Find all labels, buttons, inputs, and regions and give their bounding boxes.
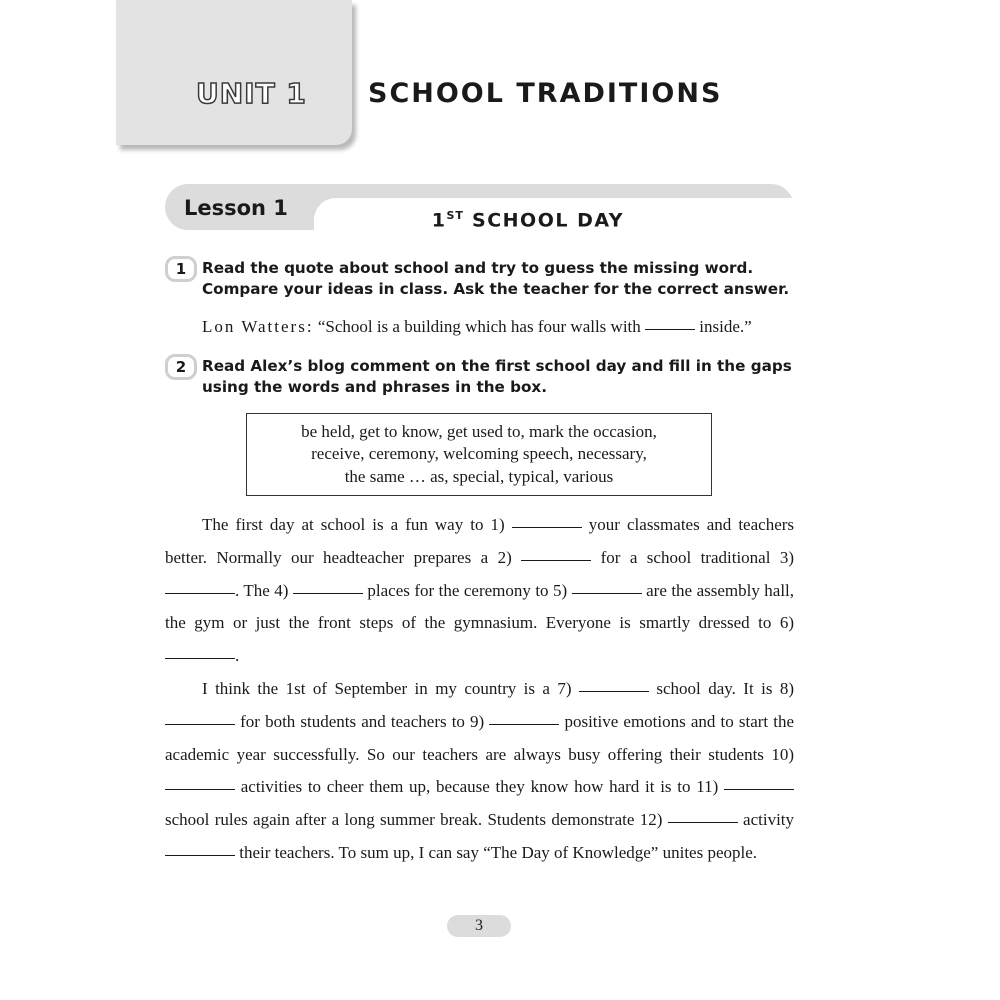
- gap-10[interactable]: [165, 789, 235, 790]
- gap-9[interactable]: [489, 724, 559, 725]
- quote-author: Lon Watters:: [202, 317, 314, 336]
- lesson-title-number: 1: [431, 209, 447, 232]
- gap-12[interactable]: [668, 822, 738, 823]
- exercise-number-1: 1: [165, 256, 197, 282]
- gap-2[interactable]: [521, 560, 591, 561]
- page-number: 3: [447, 915, 511, 937]
- blog-text-segment: .: [235, 646, 240, 666]
- blog-text-segment: activities to cheer them up, because they know how hard it is to 11): [240, 777, 719, 797]
- gap-11[interactable]: [724, 789, 794, 790]
- lesson-label: Lesson 1: [184, 196, 288, 220]
- blog-text-segment: school rules again after a long summer break. Students demonstrate 12): [165, 810, 663, 830]
- quote-line: [202, 315, 802, 339]
- word-box-line: receive, ceremony, welcoming speech, necessary,: [311, 444, 647, 464]
- blog-text-segment: your classmates and teachers better. Normally our headteacher prepares a 2): [165, 515, 795, 567]
- lesson-title: [314, 201, 624, 235]
- blog-text-segment: The first day at school is a fun way to 1): [202, 515, 505, 534]
- blog-text-segment: activity: [743, 810, 795, 830]
- blog-text-segment: I think the 1st of September in my country is a 7): [202, 678, 572, 698]
- blog-text-segment: their teachers. To sum up, I can say “The Day of Knowledge” unites people.: [239, 842, 758, 862]
- quote-text-after: inside.”: [699, 317, 752, 336]
- blog-text-segment: for a school traditional 3): [600, 547, 795, 567]
- gap-4[interactable]: [293, 593, 363, 594]
- blog-text-segment: are the assembly hall, the gym or just the front steps of the gymnasium. Everyone is smartly dressed to 6): [165, 580, 795, 633]
- unit-tab: [116, 0, 352, 145]
- gap-7[interactable]: [579, 691, 649, 692]
- gap-6[interactable]: [165, 658, 235, 659]
- word-box: [246, 413, 712, 496]
- blog-text-segment: school day. It is 8): [656, 678, 795, 698]
- blog-text-segment: places for the ceremony to 5): [367, 580, 568, 600]
- lesson-title-text: SCHOOL DAY: [472, 209, 624, 232]
- blog-paragraph-2: [165, 673, 794, 870]
- gap-5[interactable]: [572, 593, 642, 594]
- unit-label: UNIT 1: [196, 77, 307, 110]
- word-box-line: the same … as, special, typical, various: [344, 466, 614, 486]
- word-box-text: [269, 421, 689, 489]
- lesson-title-ordinal: ST: [446, 209, 464, 222]
- blog-text-segment: for both students and teachers to 9): [240, 711, 485, 731]
- gap-8[interactable]: [165, 724, 235, 725]
- blog-text-segment: . The 4): [235, 580, 289, 600]
- blog-text-segment: positive emotions and to start the academic year successfully. So our teachers are always busy offering their students 10): [165, 711, 795, 764]
- exercise-2-instruction: Read Alex’s blog comment on the first school day and fill in the gaps using the words and phrases in the box.: [202, 357, 792, 396]
- exercise-1-instruction: Read the quote about school and try to guess the missing word. Compare your ideas in class. Ask the teacher for the correct answer.: [202, 259, 790, 298]
- quote-gap[interactable]: [645, 329, 695, 330]
- unit-title: SCHOOL TRADITIONS: [368, 78, 723, 109]
- gap-3[interactable]: [165, 593, 235, 594]
- quote-text-before: “School is a building which has four walls with: [317, 317, 641, 336]
- exercise-number-2: 2: [165, 354, 197, 380]
- gap-1[interactable]: [512, 527, 582, 528]
- word-box-line: be held, get to know, get used to, mark the occasion,: [301, 421, 657, 441]
- blog-text: [165, 509, 794, 870]
- blog-paragraph-1: [165, 509, 794, 673]
- gap-12b[interactable]: [165, 855, 235, 856]
